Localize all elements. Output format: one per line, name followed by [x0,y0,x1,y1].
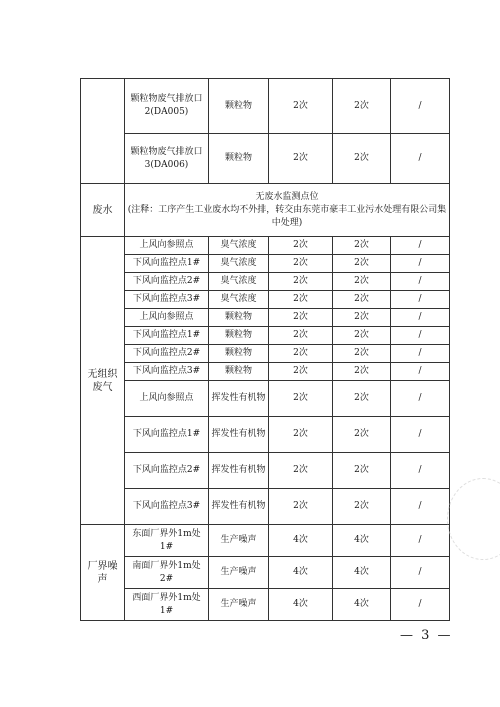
frequency-cell: 2次 [269,489,333,525]
point-cell: 上风向参照点 [125,309,209,327]
factor-cell: 颗粒物 [209,327,269,345]
table-row [81,381,450,417]
factor-cell: 挥发性有机物 [209,381,269,417]
frequency-cell: 2次 [333,134,391,184]
remark-cell: / [391,345,450,363]
remark-cell: / [391,79,450,134]
monitoring-table [80,78,450,621]
table-row [81,345,450,363]
point-cell: 颗粒物废气排放口2(DA005) [125,79,209,134]
point-cell: 下风向监控点3# [125,489,209,525]
factor-cell: 臭气浓度 [209,291,269,309]
frequency-cell: 2次 [333,79,391,134]
remark-cell: / [391,557,450,589]
remark-cell: / [391,327,450,345]
point-cell: 下风向监控点3# [125,291,209,309]
factor-cell: 挥发性有机物 [209,417,269,453]
point-cell: 上风向参照点 [125,237,209,255]
frequency-cell: 2次 [269,237,333,255]
frequency-cell: 2次 [269,255,333,273]
factor-cell: 生产噪声 [209,525,269,557]
point-cell: 下风向监控点3# [125,363,209,381]
factor-cell: 挥发性有机物 [209,453,269,489]
factor-cell: 颗粒物 [209,345,269,363]
table-row [81,557,450,589]
point-cell: 西面厂界外1m处1# [125,589,209,621]
frequency-cell: 2次 [269,327,333,345]
factor-cell: 臭气浓度 [209,255,269,273]
factor-cell: 臭气浓度 [209,273,269,291]
frequency-cell: 2次 [269,381,333,417]
factor-cell: 臭气浓度 [209,237,269,255]
frequency-cell: 2次 [333,309,391,327]
factor-cell: 颗粒物 [209,79,269,134]
frequency-cell: 2次 [333,381,391,417]
table-row [81,255,450,273]
point-cell: 下风向监控点1# [125,327,209,345]
factor-cell: 挥发性有机物 [209,489,269,525]
frequency-cell: 2次 [333,291,391,309]
frequency-cell: 2次 [269,291,333,309]
frequency-cell: 2次 [269,417,333,453]
frequency-cell: 2次 [269,363,333,381]
remark-cell: / [391,417,450,453]
frequency-cell: 4次 [269,525,333,557]
table-row [81,417,450,453]
remark-cell: / [391,525,450,557]
table-row [81,237,450,255]
point-cell: 下风向监控点2# [125,345,209,363]
table-row [81,291,450,309]
frequency-cell: 4次 [333,557,391,589]
frequency-cell: 2次 [333,363,391,381]
category-cell: 废水 [81,184,125,237]
table-row [81,309,450,327]
remark-cell: / [391,237,450,255]
remark-cell: / [391,589,450,621]
frequency-cell: 2次 [333,327,391,345]
remark-cell: / [391,273,450,291]
point-cell: 下风向监控点1# [125,417,209,453]
frequency-cell: 4次 [333,589,391,621]
frequency-cell: 2次 [269,273,333,291]
remark-cell: / [391,363,450,381]
frequency-cell: 2次 [269,134,333,184]
remark-cell: / [391,255,450,273]
frequency-cell: 2次 [333,453,391,489]
frequency-cell: 2次 [269,345,333,363]
frequency-cell: 2次 [333,417,391,453]
frequency-cell: 2次 [333,237,391,255]
point-cell: 东面厂界外1m处1# [125,525,209,557]
faint-seal-stamp [447,478,500,560]
factor-cell: 颗粒物 [209,309,269,327]
factor-cell: 颗粒物 [209,134,269,184]
point-cell: 上风向参照点 [125,381,209,417]
frequency-cell: 2次 [269,309,333,327]
wastewater-note-cell [125,184,450,237]
factor-cell: 生产噪声 [209,589,269,621]
remark-cell: / [391,381,450,417]
frequency-cell: 2次 [333,489,391,525]
frequency-cell: 2次 [333,273,391,291]
remark-cell: / [391,134,450,184]
point-cell: 下风向监控点1# [125,255,209,273]
remark-cell: / [391,309,450,327]
remark-cell: / [391,291,450,309]
page-number: — 3 — [400,628,453,643]
table-row [81,79,450,134]
wastewater-note-title: 无废水监测点位 [255,191,319,202]
frequency-cell: 4次 [269,589,333,621]
table-row [81,134,450,184]
category-cell [81,79,125,184]
frequency-cell: 2次 [269,79,333,134]
frequency-cell: 4次 [333,525,391,557]
table-row [81,525,450,557]
frequency-cell: 2次 [333,255,391,273]
table-row [81,327,450,345]
remark-cell: / [391,489,450,525]
remark-cell: / [391,453,450,489]
table-row [81,489,450,525]
frequency-cell: 4次 [269,557,333,589]
wastewater-note-detail: (注释：工序产生工业废水均不外排，转交由东莞市豪丰工业污水处理有限公司集中处理) [127,204,447,228]
table-row [81,273,450,291]
frequency-cell: 2次 [269,453,333,489]
table-row [81,589,450,621]
factor-cell: 颗粒物 [209,363,269,381]
category-cell: 无组织废气 [81,237,125,525]
table-row [81,184,450,237]
table-row [81,453,450,489]
frequency-cell: 2次 [333,345,391,363]
point-cell: 颗粒物废气排放口3(DA006) [125,134,209,184]
point-cell: 下风向监控点2# [125,453,209,489]
category-cell: 厂界噪声 [81,525,125,621]
table-row [81,363,450,381]
point-cell: 南面厂界外1m处2# [125,557,209,589]
point-cell: 下风向监控点2# [125,273,209,291]
factor-cell: 生产噪声 [209,557,269,589]
